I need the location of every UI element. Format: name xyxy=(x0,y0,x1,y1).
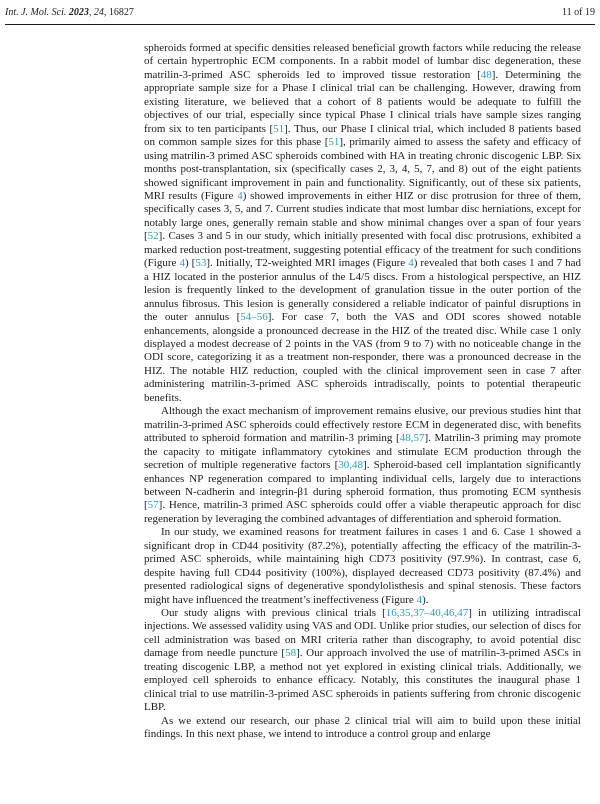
citation-link[interactable]: 4 xyxy=(237,189,243,202)
paragraph-text: ]. Thus, our Phase I clinical trial, which included 8 patients based on common sample sizes for this phase [ xyxy=(144,122,581,149)
journal-citation-segment: Int. J. Mol. Sci. xyxy=(5,7,69,18)
journal-citation-segment: 24 xyxy=(93,7,104,18)
paragraph-text: ]. For case 7, both the VAS and ODI scores showed notable enhancements, alongside a pronounced decrease in the HIZ of the treated disc. While case 1 only displayed a modest decrease of 2 points in the VAS (from 9 to 7) with no noticeable change in the ODI score, categorizing it as a treatment non-responder, there was a pronounced decrease in the HIZ. The notable HIZ reduction, coupled with the clinical improvement seen in case 7 after administering matrilin-3-primed ASC spheroids intradiscally, points to potential therapeutic benefits. xyxy=(144,311,581,404)
journal-citation-segment: , 16827 xyxy=(103,7,134,18)
paragraph-text: ]. Matrilin-3 priming may promote the capacity to mitigate inflammatory cytokines and stimulate ECM production through the secretion of multiple regenerative factors [ xyxy=(144,432,581,472)
paragraph-text: ]. Hence, matrilin-3 primed ASC spheroids could offer a viable therapeutic approach for disc regeneration by leveraging the combined advantages of differentiation and spheroid formation. xyxy=(144,499,581,525)
citation-link[interactable]: 57 xyxy=(147,499,159,512)
paragraph-text: Our study aligns with previous clinical trials [ xyxy=(161,607,386,620)
paragraph-text: ]. Initially, T2-weighted MRI images (Figure xyxy=(206,257,409,270)
header-rule xyxy=(5,24,595,25)
paragraph-text: ) showed improvements in either HIZ or disc protrusion for three of them, specifically cases 3, 5, and 7. Current studies indicate that most lumbar disc herniations, except for notably large ones, generally remain stable and show minimal changes over a span of four years [ xyxy=(144,189,581,243)
paragraph-text: ]. Spheroid-based cell implantation significantly enhances NP regeneration compared to implanting individual cells, largely due to interactions between N-cadherin and integrin-β1 during spheroid formation, thus promoting ECM synthesis [ xyxy=(144,459,581,512)
citation-link[interactable]: 53 xyxy=(195,257,207,270)
article-body xyxy=(144,42,581,800)
citation-link[interactable]: 54–56 xyxy=(240,311,268,324)
paragraph-text: ], primarily aimed to assess the safety and efficacy of using matrilin-3 primed ASC spheroids combined with HA in treating chronic discogenic LBP. Six months post-transplantation, six (specifically cases 2, 3, 4, 5, 7, and 8) out of the eight patients showed significant improvement in pain and functionality. Significantly, out of these six patients, MRI results (Figure xyxy=(144,136,581,202)
paragraph-text: ) revealed that both cases 1 and 7 had a HIZ located in the posterior annulus of the L4/5 discs. From a histological perspective, an HIZ lesion is frequently linked to the development of granulation tissue in the outer portion of the annulus fibrosus. This lesion is generally considered a reliable indicator of painful disruptions in the outer annulus [ xyxy=(144,257,581,324)
paragraph-text: ]. Cases 3 and 5 in our study, which initially presented with focal disc protrusions, exhibited a marked reduction post-treatment, suggesting potential efficacy of the treatment for such conditions (Figure xyxy=(144,230,581,270)
citation-link[interactable]: 51 xyxy=(273,122,285,135)
paragraph-text: spheroids formed at specific densities released beneficial growth factors while reducing the release of certain hypertrophic ECM components. In a rabbit model of lumbar disc degeneration, these matrilin-3-primed ASC spheroids led to improved tissue restoration [ xyxy=(144,42,581,81)
paragraph xyxy=(144,42,581,405)
citation-link[interactable]: 4 xyxy=(408,257,414,270)
paragraph-text: As we extend our research, our phase 2 clinical trial will aim to build upon these initial findings. In this next phase, we intend to introduce a control group and enlarge xyxy=(144,714,581,741)
citation-link[interactable]: 30,48 xyxy=(338,459,364,472)
journal-citation xyxy=(5,7,134,19)
citation-link[interactable]: 48,57 xyxy=(399,432,425,445)
citation-link[interactable]: 51 xyxy=(328,136,340,149)
paragraph xyxy=(144,715,581,742)
journal-citation-segment: 2023 xyxy=(68,7,89,18)
paragraph-text: Although the exact mechanism of improvement remains elusive, our previous studies hint that matrilin-3-primed ASC spheroids could effectively restore ECM in degenerated disc, with benefits attributed to spheroid formation and matrilin-3 priming [ xyxy=(144,405,581,445)
paragraph xyxy=(144,405,581,526)
paragraph-text: In our study, we examined reasons for treatment failures in cases 1 and 6. Case 1 showed a significant drop in CD44 positivity (87.2%), potentially affecting the efficacy of the matrilin-3-primed ASC spheroids, while maintaining high CD73 positivity (97.9%). In contrast, case 6, despite having full CD44 positivity (100%), displayed decreased CD73 positivity (87.4%) and presented radiological signs of degenerative spondylolisthesis and spinal stenosis. These factors might have influenced the treatment’s ineffectiveness (Figure xyxy=(144,526,581,606)
citation-link[interactable]: 16,35,37–40,46,47 xyxy=(385,607,469,620)
paragraph xyxy=(144,607,581,715)
page-number: 11 of 19 xyxy=(562,7,595,18)
paragraph xyxy=(144,526,581,607)
page-header xyxy=(5,7,595,19)
citation-link[interactable]: 52 xyxy=(147,230,159,243)
paragraph-text: ) [ xyxy=(184,257,196,270)
paragraph-text: ). xyxy=(422,593,429,606)
citation-link[interactable]: 48 xyxy=(480,68,492,81)
paragraph-text: ]. Our approach involved the use of matrilin-3-primed ASCs in treating discogenic LBP, a method not yet explored in existing clinical trials. Additionally, we employed cell spheroids to enhance efficacy. Notably, this constitutes the inaugural phase 1 clinical trial to use matrilin-3-primed ASC spheroids in patients suffering from chronic discogenic LBP. xyxy=(144,647,581,714)
citation-link[interactable]: 58 xyxy=(285,647,297,660)
paragraph-text: ]. Determining the appropriate sample size for a Phase I clinical trial can be challenging. However, drawing from existing literature, we believed that a cohort of 8 patients would be adequate to fulfill the objectives of our trial, especially since typical Phase I clinical trials have sample sizes ranging from six to ten participants [ xyxy=(144,68,581,135)
citation-link[interactable]: 4 xyxy=(179,257,185,270)
paragraph-text: ] in utilizing intradiscal injections. We assessed validity using VAS and ODI. Unlike prior studies, our selection of discs for cell administration was based on MRI criteria rather than discography, to avoid potential disc damage from needle puncture [ xyxy=(144,607,581,660)
journal-citation-segment: , xyxy=(88,7,94,18)
citation-link[interactable]: 4 xyxy=(416,593,423,606)
